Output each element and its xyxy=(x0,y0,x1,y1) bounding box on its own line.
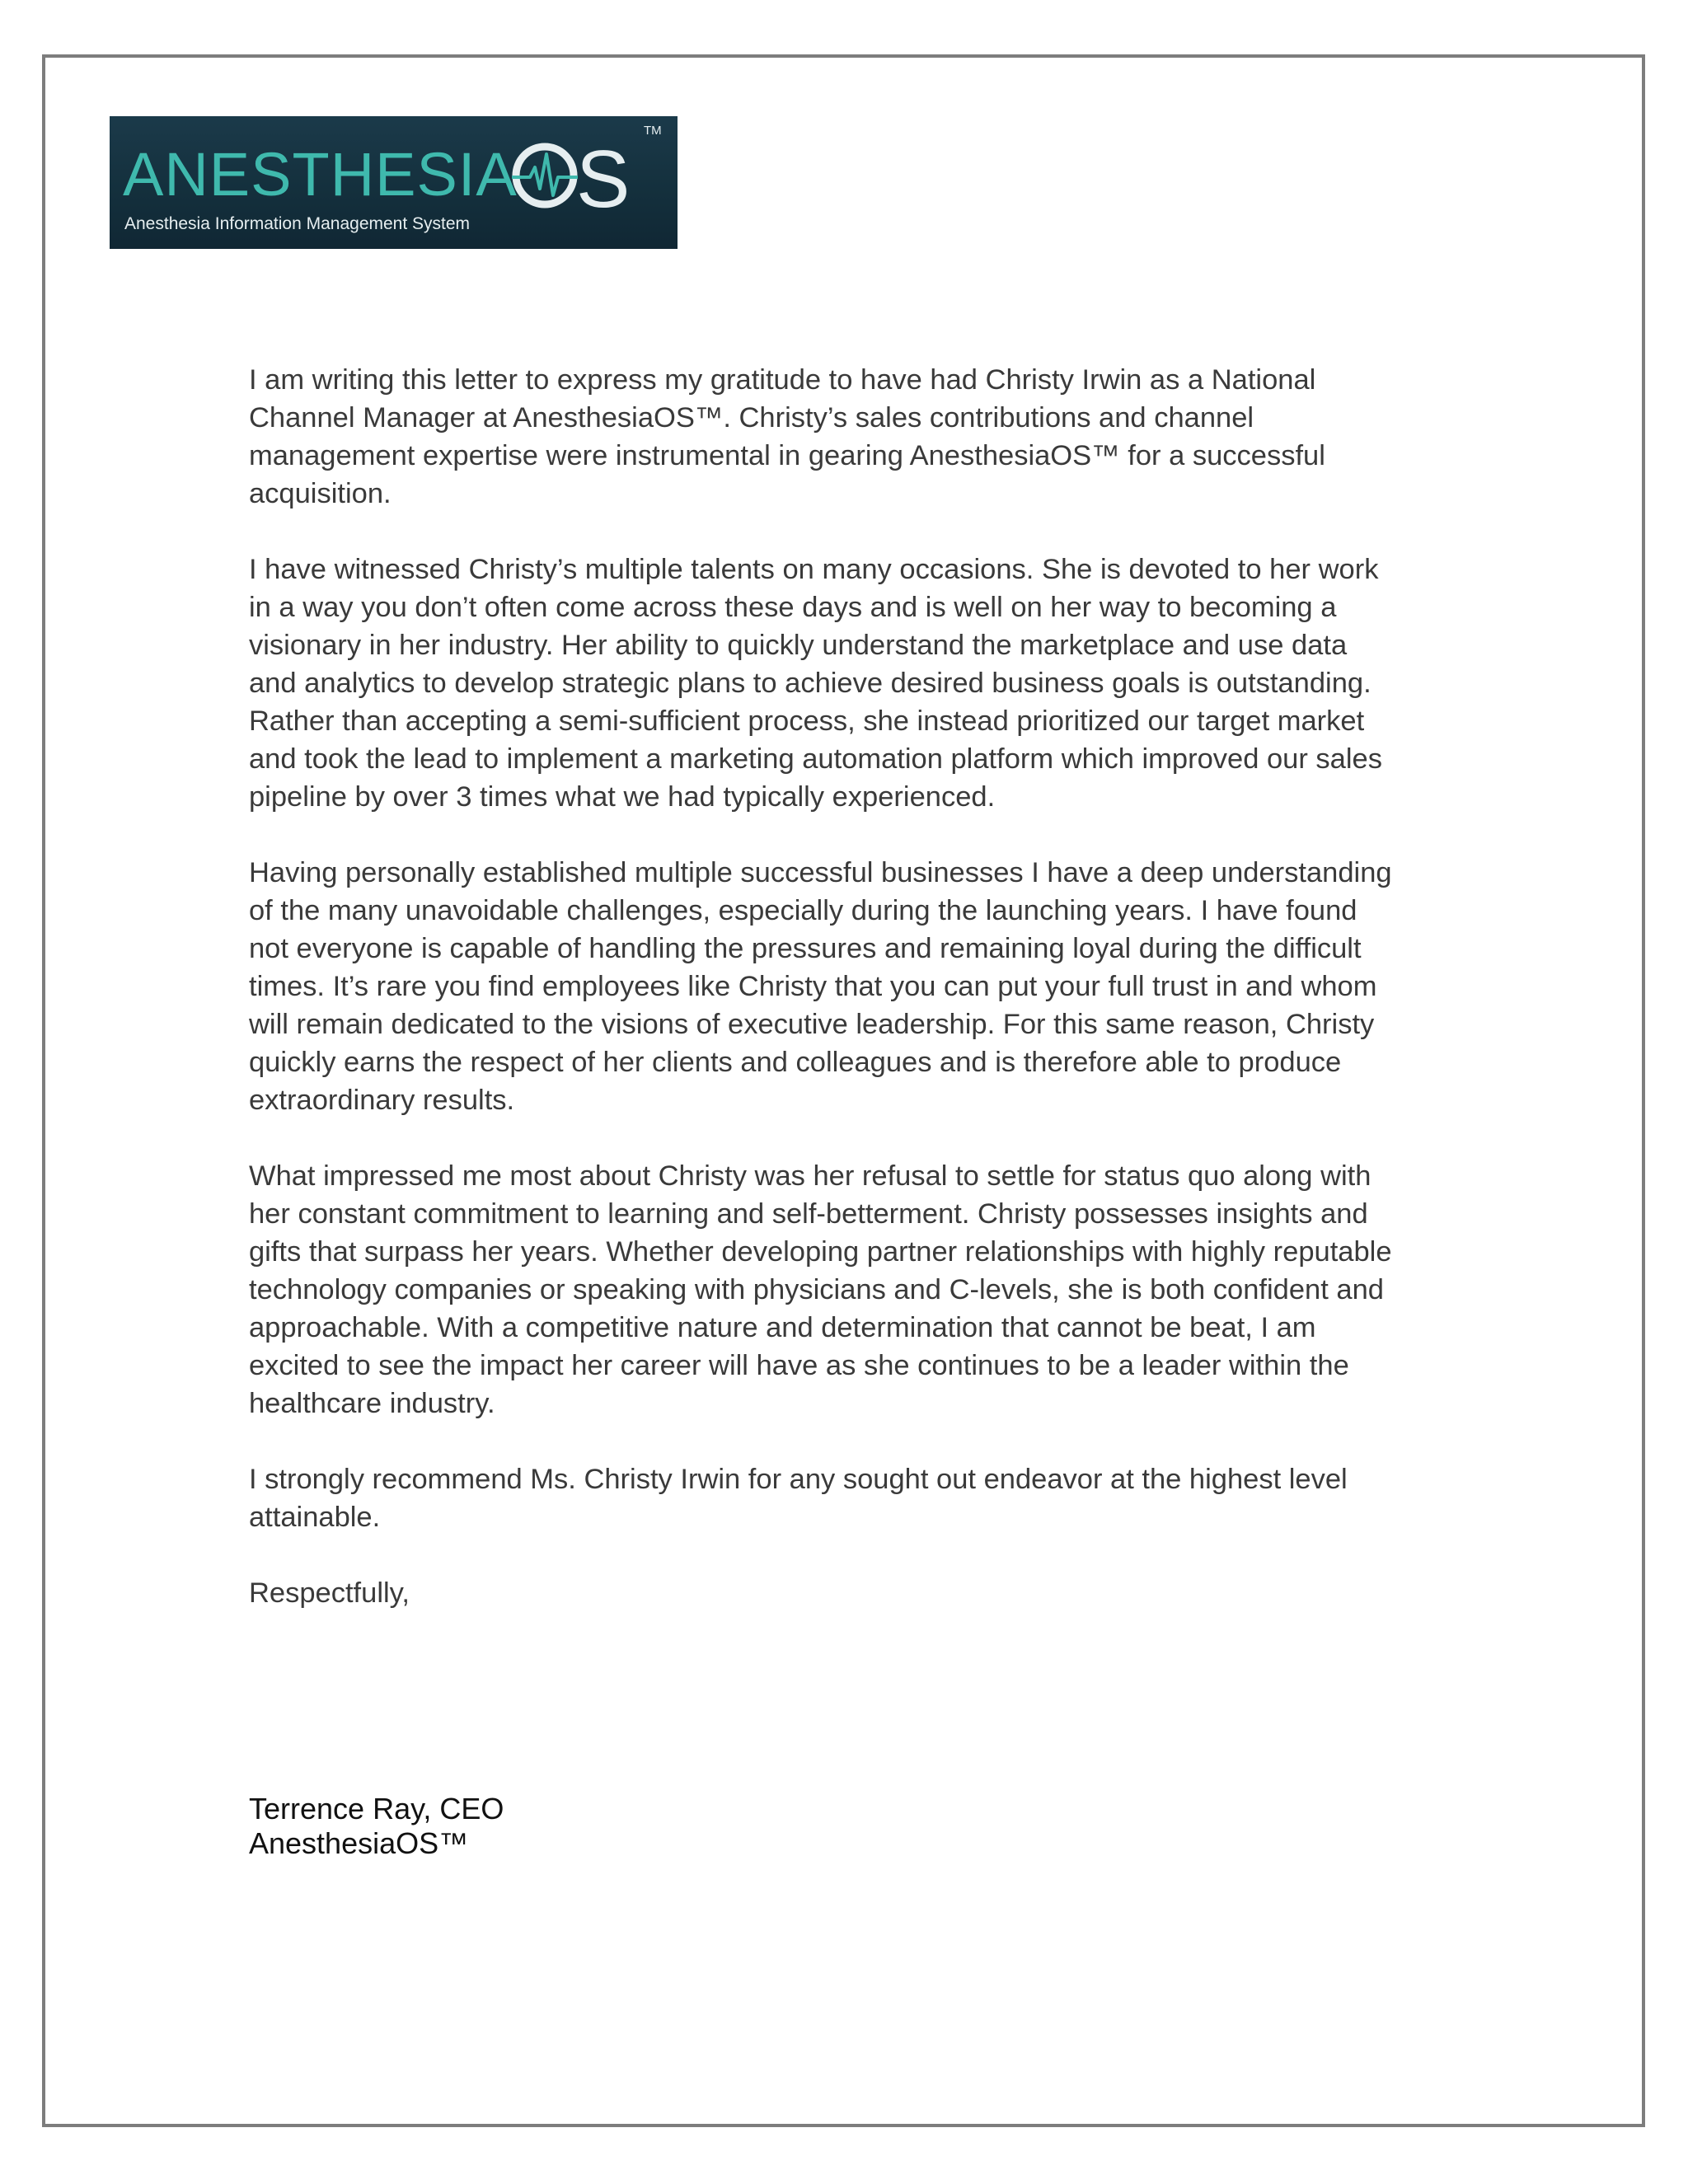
heartbeat-o-icon xyxy=(512,147,578,204)
paragraph-5: I strongly recommend Ms. Christy Irwin for any sought out endeavor at the highest level attainable. xyxy=(249,1464,1348,1533)
logo-graphic xyxy=(110,116,678,249)
closing: Respectfully, xyxy=(249,1577,410,1609)
company-logo xyxy=(110,116,678,249)
signer-company: AnesthesiaOS™ xyxy=(249,1826,469,1860)
paragraph-2: I have witnessed Christy’s multiple talents on many occasions. She is devoted to her work in a way you don’t often come across these days and is well on her way to becoming a visionary in her industry. Her ability to quickly understand the marketplace and use data and analytics to develop strategic plans to achieve desired business goals is outstanding. Rather than accepting a semi-sufficient process, she instead prioritized our target market and took the lead to implement a marketing automation platform which improved our sales pipeline by over 3 times what we had typically experienced. xyxy=(249,554,1382,813)
paragraph-1: I am writing this letter to express my gratitude to have had Christy Irwin as a National Channel Manager at AnesthesiaOS™. Christy’s sales contributions and channel management expertise were instrumental in gearing AnesthesiaOS™ for a successful acquisition. xyxy=(249,364,1325,509)
logo-os-s: S xyxy=(576,134,631,224)
letter-body xyxy=(249,361,1502,1650)
paragraph-3: Having personally established multiple successful businesses I have a deep understanding of the many unavoidable challenges, especially during the launching years. I have found not everyone is capable of handling the pressures and remaining loyal during the difficult times. It’s rare you find employees like Christy that you can put your full trust in and whom will remain dedicated to the visions of executive leadership. For this same reason, Christy quickly earns the respect of her clients and colleagues and is therefore able to produce extraordinary results. xyxy=(249,857,1392,1116)
logo-wordmark: ANESTHESIA xyxy=(123,140,518,209)
logo-trademark: TM xyxy=(644,124,662,138)
signature-block xyxy=(249,1792,504,1861)
signer-name-title: Terrence Ray, CEO xyxy=(249,1792,504,1825)
logo-tagline: Anesthesia Information Management System xyxy=(124,214,471,233)
paragraph-4: What impressed me most about Christy was her refusal to settle for status quo along with her constant commitment to learning and self-betterment. Christy possesses insights and gifts that surpass her years. Whether developing partner relationships with highly reputable technology companies or speaking with physicians and C-levels, she is both confident and approachable. With a competitive nature and determination that cannot be beat, I am excited to see the impact her career will have as she continues to be a leader within the healthcare industry. xyxy=(249,1160,1392,1419)
